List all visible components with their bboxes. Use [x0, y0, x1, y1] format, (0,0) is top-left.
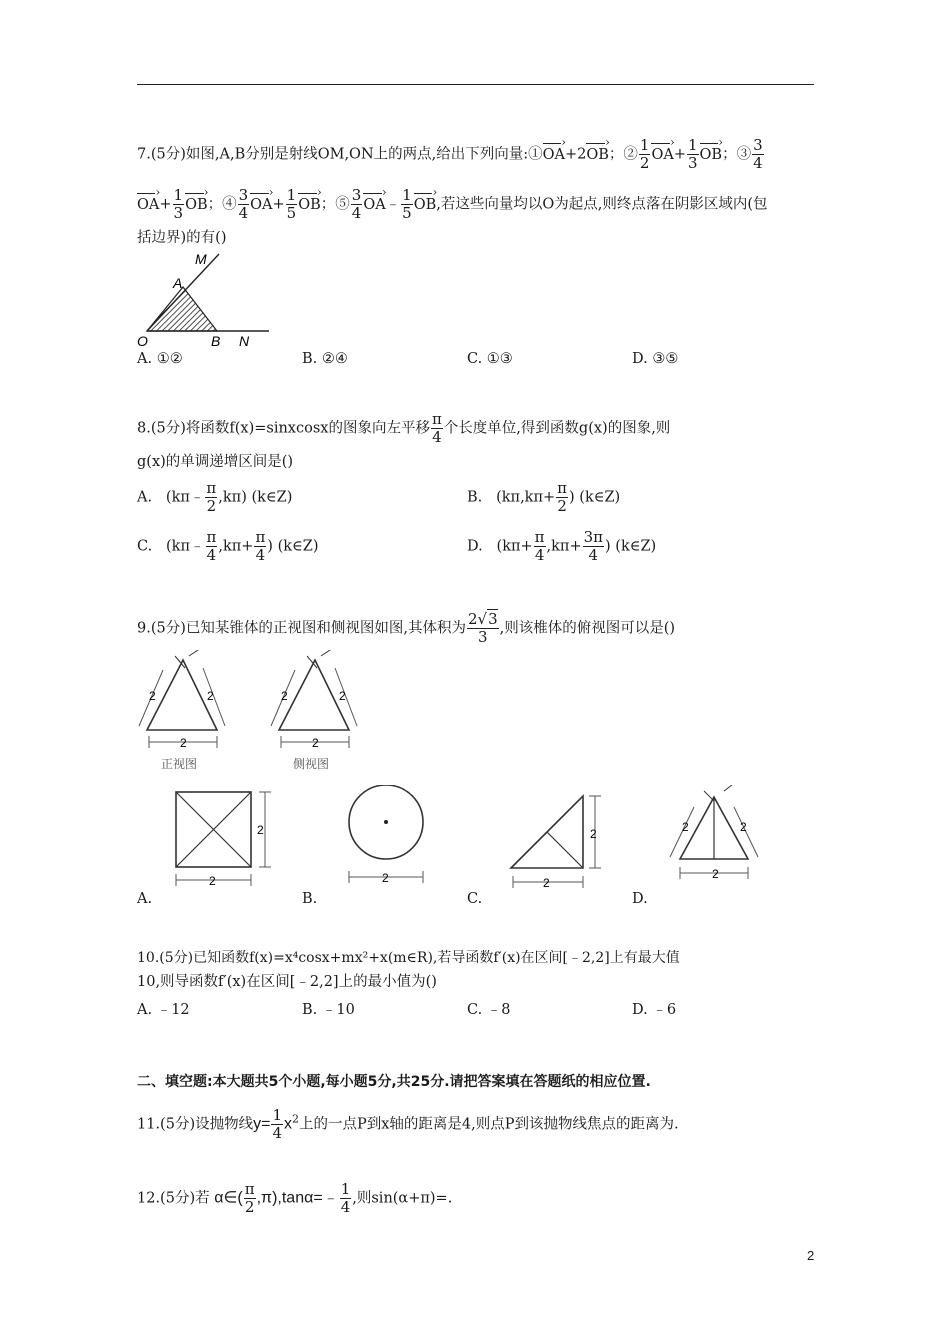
svg-text:2: 2 — [712, 867, 719, 881]
q12-line: 12.(5分)若 α∈( $\frac{\pi}{2}$ ,π),tanα=﹣ $\frac{1}{4}$ ,则sin(α+π)=. — [137, 1180, 453, 1216]
label-m: M — [195, 251, 207, 267]
q11-line: 11.(5分)设抛物线y= $\frac{1}{4}$ $x^2$上的一点P到x轴的距离是4,则点P到该抛物线焦点的距离为. — [137, 1106, 679, 1142]
q9-option-d[interactable]: D. — [632, 891, 648, 907]
q10-line1: 10.(5分)已知函数f(x)=x⁴cosx+mx²+x(m∈R),若导函数f′(x)在区间[﹣2,2]上有最大值 — [137, 950, 680, 966]
svg-text:2: 2 — [149, 689, 156, 703]
q8-option-b[interactable]: B. (kπ,kπ+ $\frac{\pi}{2}$ ) (k∈Z) — [467, 479, 621, 515]
section-2-heading: 二、填空题:本大题共5个小题,每小题5分,共25分.请把答案填在答题纸的相应位置. — [137, 1074, 651, 1090]
q9-figure-c — [505, 790, 615, 890]
svg-text:2: 2 — [543, 876, 550, 890]
svg-text:2: 2 — [257, 823, 264, 837]
q7-option-a[interactable]: A. ①② — [137, 351, 183, 367]
q8-option-c[interactable]: C. (kπ﹣ $\frac{\pi}{4}$ ,kπ+ $\frac{\pi}{4}$ ) (k∈Z) — [137, 528, 319, 564]
q10-option-b[interactable]: B. ﹣10 — [302, 1002, 355, 1018]
q7-figure — [135, 250, 275, 350]
q10-line2: 10,则导函数f′(x)在区间[﹣2,2]上的最小值为() — [137, 974, 437, 990]
q8-option-a[interactable]: A. (kπ﹣ $\frac{\pi}{2}$ ,kπ) (k∈Z) — [137, 479, 293, 515]
svg-text:2: 2 — [312, 736, 319, 750]
label-o: O — [137, 333, 148, 349]
q9-figure-a — [165, 785, 275, 890]
svg-text:2: 2 — [682, 820, 689, 834]
q9-front-side-views — [133, 650, 373, 775]
q10-option-d[interactable]: D. ﹣6 — [632, 1002, 677, 1018]
q8-option-d[interactable]: D. (kπ+ $\frac{\pi}{4}$ ,kπ+ $\frac{3\pi}{4}$ ) (k∈Z) — [467, 528, 657, 564]
q7-option-d[interactable]: D. ③⑤ — [632, 351, 679, 367]
front-view-label: 正视图 — [161, 757, 198, 771]
svg-text:2: 2 — [180, 736, 187, 750]
q9-option-b[interactable]: B. — [302, 891, 318, 907]
label-a: A — [173, 275, 183, 291]
q10-option-c[interactable]: C. ﹣8 — [467, 1002, 511, 1018]
q7-line2: OA ›+ $\frac{1}{3}$ OB ›；④ $\frac{3}{4}$ OA ›+ $\frac{1}{5}$ OB ›；⑤ $\frac{3}{4}$ OA ›﹣ $\frac{1}{5}$ OB ›,若这些向量均以O为起点,则终点落在阴影区域内(包 — [137, 188, 768, 221]
front-view — [139, 650, 225, 771]
page-number: 2 — [807, 1248, 815, 1263]
q10-option-a[interactable]: A. ﹣12 — [137, 1002, 190, 1018]
svg-text:2: 2 — [281, 689, 288, 703]
header-rule — [137, 84, 814, 85]
svg-text:2: 2 — [339, 689, 346, 703]
q7-option-b[interactable]: B. ②④ — [302, 351, 348, 367]
q8-line2: g(x)的单调递增区间是() — [137, 454, 294, 470]
q7-option-c[interactable]: C. ①③ — [467, 351, 513, 367]
side-view-label: 侧视图 — [293, 757, 330, 771]
svg-text:2: 2 — [740, 820, 747, 834]
q9-option-c[interactable]: C. — [467, 891, 483, 907]
q9-figure-d — [660, 785, 775, 890]
svg-text:2: 2 — [209, 874, 216, 888]
q9-option-a[interactable]: A. — [137, 891, 153, 907]
q7-line3: 括边界)的有() — [137, 230, 227, 246]
svg-text:2: 2 — [382, 871, 389, 885]
side-view — [271, 650, 357, 771]
svg-text:2: 2 — [207, 689, 214, 703]
q9-line1: 9.(5分)已知某锥体的正视图和侧视图如图,其体积为 $\frac{2√3}{3}$ ,则该椎体的俯视图可以是() — [137, 610, 676, 646]
q8-line1: 8.(5分)将函数f(x)=sinxcosx的图象向左平移 $\frac{\pi}{4}$ 个长度单位,得到函数g(x)的图象,则 — [137, 410, 671, 446]
label-n: N — [239, 333, 250, 349]
q9-figure-b — [340, 785, 450, 890]
label-b: B — [211, 333, 221, 349]
q7-line1: 7.(5分)如图,A,B分别是射线OM,ON上的两点,给出下列向量:①OA ›+2OB ›；② $\frac{1}{2}$ OA ›+ $\frac{1}{3}$ OB ›；③ $\frac{3}{4}$ — [137, 138, 765, 171]
svg-text:2: 2 — [590, 827, 597, 841]
